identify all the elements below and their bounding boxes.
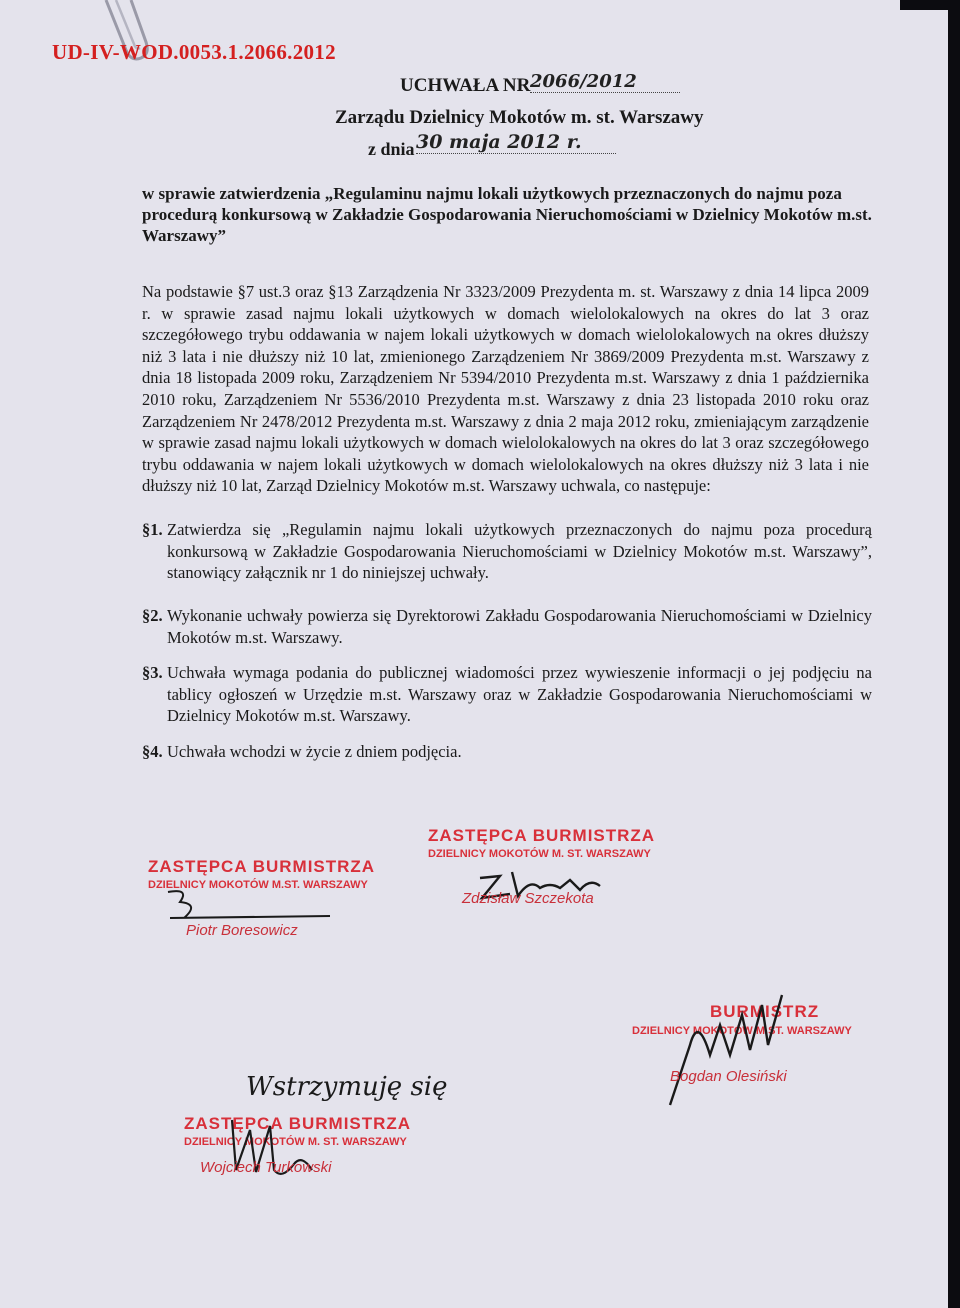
date-handwritten: 30 maja 2012 r. xyxy=(416,131,616,154)
stamp-szczekota-title: ZASTĘPCA BURMISTRZA xyxy=(428,826,656,845)
resolution-heading xyxy=(400,71,637,97)
section-4 xyxy=(142,741,872,763)
document-reference: UD-IV-WOD.0053.1.2066.2012 xyxy=(52,40,336,64)
name-olesinski: Bogdan Olesiński xyxy=(670,1068,787,1085)
section-2 xyxy=(142,605,872,648)
date-prefix: z dnia xyxy=(368,139,415,159)
section-text: Wykonanie uchwały powierza się Dyrektorowi Zakładu Gospodarowania Nieruchomościami w Dzielnicy Mokotów m.st. Warszawy. xyxy=(167,606,872,647)
signature-turkowski xyxy=(222,1110,332,1190)
resolution-date xyxy=(368,131,582,160)
stamp-szczekota-district: DZIELNICY MOKOTÓW M. ST. WARSZAWY xyxy=(428,848,651,860)
section-number: §3. xyxy=(142,663,163,682)
section-1 xyxy=(142,519,872,584)
section-number: §4. xyxy=(142,742,163,761)
stamp-olesinski-title: BURMISTRZ xyxy=(710,1002,820,1021)
resolution-number-handwritten: 2066/2012 xyxy=(530,71,680,93)
stamp-boresowicz-district: DZIELNICY MOKOTÓW M.ST. WARSZAWY xyxy=(148,879,368,891)
resolution-heading-label: UCHWAŁA NR xyxy=(400,75,531,96)
scan-edge xyxy=(948,0,960,1308)
board-name: Zarządu Dzielnicy Mokotów m. st. Warszawy xyxy=(335,107,704,128)
section-text: Uchwała wchodzi w życie z dniem podjęcia. xyxy=(167,742,462,761)
section-number: §2. xyxy=(142,606,163,625)
section-3 xyxy=(142,662,872,727)
signature-olesinski xyxy=(650,985,800,1115)
legal-basis-paragraph: Na podstawie §7 ust.3 oraz §13 Zarządzenia Nr 3323/2009 Prezydenta m. st. Warszawy z dnia 14 lipca 2009 r. w sprawie zasad najmu lokali użytkowych w domach wielolokalowych na okres do lat 3 oraz szczegółowego trybu oddawania w najem lokali użytkowych w domach wielolokalowych na okres dłuższy niż 3 lata i nie dłuższy niż 10 lat, zmienionego Zarządzeniem Nr 3869/2009 Prezydenta m.st. Warszawy z dnia 18 listopada 2009 roku, Zarządzeniem Nr 5394/2010 Prezydenta m.st. Warszawy z dnia 1 października 2010 roku, Zarządzeniem Nr 5536/2010 Prezydenta m.st. Warszawy z dnia 23 listopada 2010 roku oraz Zarządzeniem Nr 2478/2012 Prezydenta m.st. Warszawy z dnia 2 maja 2012 roku, zmieniającym zarządzenie w sprawie zasad najmu lokali użytkowych w domach wielolokalowych na okres do lat 3 oraz szczegółowego trybu oddawania w najem lokali użytkowych w domach wielolokalowych na okres dłuższy niż 3 lata i nie dłuższy niż 10 lat, Zarząd Dzielnicy Mokotów m.st. Warszawy uchwala, co następuje: xyxy=(142,282,869,496)
stamp-turkowski-title: ZASTĘPCA BURMISTRZA xyxy=(184,1114,412,1133)
stamp-olesinski-district: DZIELNICY MOKOTÓW M.ST. WARSZAWY xyxy=(632,1025,852,1037)
stamp-boresowicz-title: ZASTĘPCA BURMISTRZA xyxy=(148,857,376,876)
section-text: Uchwała wymaga podania do publicznej wiadomości przez wywieszenie informacji o jej podjęciu na tablicy ogłoszeń w Urzędzie m.st. Warszawy oraz w Zakładzie Gospodarowania Nieruchomościami w Dzielnicy Mokotów m.st. Warszawy. xyxy=(167,663,872,726)
name-turkowski: Wojciech Turkowski xyxy=(200,1159,332,1176)
handwritten-abstention-note: Wstrzymuję się xyxy=(246,1072,448,1102)
stamp-turkowski-district: DZIELNICY MOKOTÓW M. ST. WARSZAWY xyxy=(184,1136,407,1148)
scan-edge-top xyxy=(900,0,960,10)
name-szczekota: Zdzisław Szczekota xyxy=(462,890,594,907)
name-boresowicz: Piotr Boresowicz xyxy=(186,922,298,939)
section-number: §1. xyxy=(142,520,163,539)
resolution-subject: w sprawie zatwierdzenia „Regulaminu najmu lokali użytkowych przeznaczonych do najmu poza procedurą konkursową w Zakładzie Gospodarowania Nieruchomościami w Dzielnicy Mokotów m.st. Warszawy” xyxy=(142,184,872,245)
signature-boresowicz xyxy=(150,886,340,926)
section-text: Zatwierdza się „Regulamin najmu lokali użytkowych przeznaczonych do najmu poza procedurą konkursową w Zakładzie Gospodarowania Nieruchomościami w Dzielnicy Mokotów m.st. Warszawy”, stanowiący załącznik nr 1 do niniejszej uchwały. xyxy=(167,520,872,583)
